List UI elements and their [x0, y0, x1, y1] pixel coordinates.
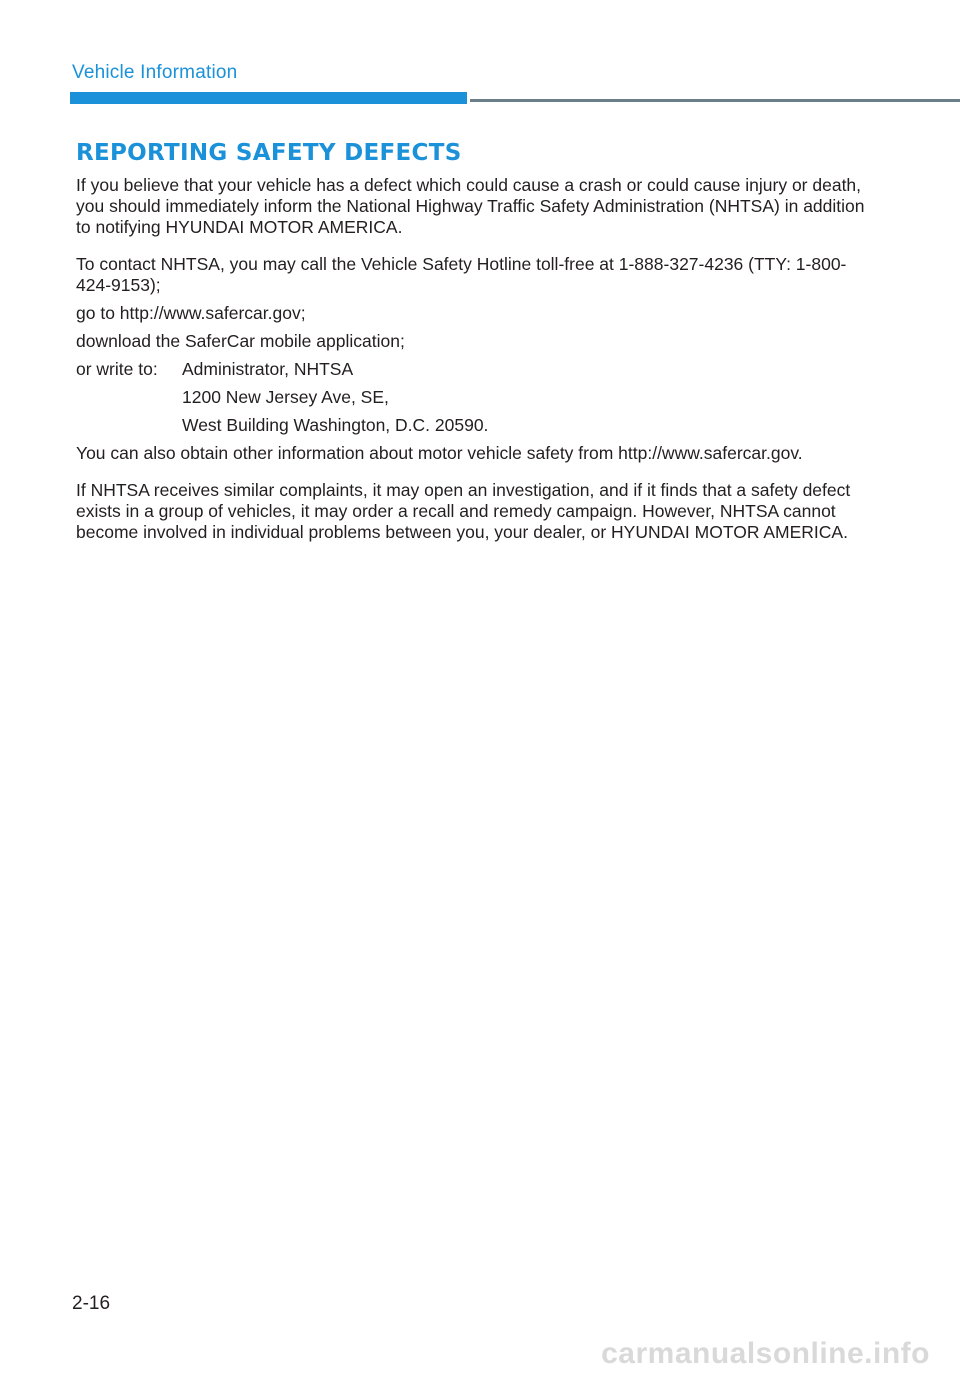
header-accent-rule: [70, 92, 467, 104]
investigation-paragraph: If NHTSA receives similar complaints, it may open an investigation, and if it finds that a safety defect exists in a group of vehicles, it may order a recall and remedy campaign. However, NHTSA cannot become involved in individual problems between you, your dealer, or HYUNDAI MOTOR AMERICA.: [76, 480, 851, 542]
section-title: Vehicle Information: [72, 62, 238, 83]
app-line: download the SaferCar mobile application;: [76, 331, 405, 351]
address-line: 1200 New Jersey Ave, SE,: [182, 387, 389, 407]
contact-paragraph: To contact NHTSA, you may call the Vehicle Safety Hotline toll-free at 1-888-327-4236 (TTY: 1-800-424-9153);: [76, 254, 847, 295]
address-line: Administrator, NHTSA: [182, 359, 354, 379]
mailing-address: [76, 359, 866, 436]
website-line: go to http://www.safercar.gov;: [76, 303, 306, 323]
page-number: 2-16: [72, 1293, 111, 1314]
address-lines: [182, 359, 488, 436]
article-body: [76, 138, 866, 543]
page-heading: REPORTING SAFETY DEFECTS: [76, 140, 462, 166]
watermark-text: carmanualsonline.info: [601, 1337, 930, 1370]
more-info-paragraph: You can also obtain other information about motor vehicle safety from http://www.safercar.gov.: [76, 443, 803, 463]
header-divider-rule: [470, 99, 960, 102]
address-line: West Building Washington, D.C. 20590.: [182, 415, 489, 435]
address-label: or write to:: [76, 359, 158, 379]
intro-paragraph: If you believe that your vehicle has a defect which could cause a crash or could cause injury or death, you should immediately inform the National Highway Traffic Safety Administration (NHTSA) in addition to notifying HYUNDAI MOTOR AMERICA.: [76, 175, 865, 237]
